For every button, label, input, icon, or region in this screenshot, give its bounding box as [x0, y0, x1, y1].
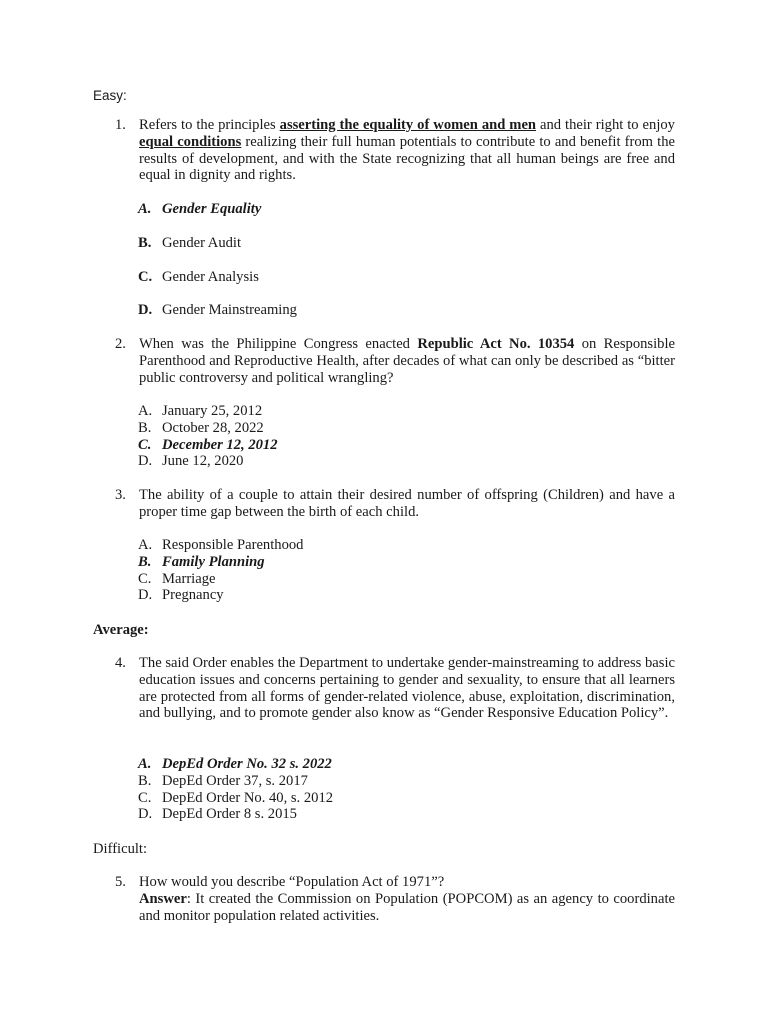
emphasis-text: equal conditions [139, 133, 242, 150]
question-text: The said Order enables the Department to undertake gender-mainstreaming to address basic education issues and concerns pertaining to gender and sexuality, to ensure that all learners are protected from all forms of gender-related violence, abuse, exploitation, discrimination, and bullying, and to promote gender also know as “Gender Responsive Education Policy”. [139, 655, 675, 722]
q1-option-b: B. Gender Audit [138, 235, 242, 251]
option-a: A. Responsible Parenthood [138, 537, 304, 553]
option-d: D. Pregnancy [138, 587, 224, 604]
question-number: 4. [115, 655, 126, 671]
section-heading-difficult: Difficult: [93, 841, 148, 857]
q1-option-d: D. Gender Mainstreaming [138, 302, 297, 318]
option-b: B. DepEd Order 37, s. 2017 [138, 772, 308, 789]
q1-option-a: A. Gender Equality [138, 201, 262, 217]
emphasis-text: Republic Act No. 10354 [417, 336, 575, 352]
option-b: B. October 28, 2022 [138, 419, 264, 436]
answer-label: Answer [139, 890, 187, 907]
option-d: D. DepEd Order 8 s. 2015 [138, 806, 297, 823]
question-5 [115, 874, 675, 924]
answer-text: Answer: It created the Commission on Population (POPCOM) as an agency to coordinate and monitor population related activities. [139, 890, 675, 924]
option-d: D. June 12, 2020 [138, 453, 244, 470]
q4-options [138, 756, 678, 823]
question-number: 2. [115, 336, 126, 352]
option-c: C. DepEd Order No. 40, s. 2012 [138, 789, 334, 806]
question-2 [115, 336, 675, 386]
question-number: 1. [115, 117, 126, 133]
question-3 [115, 487, 675, 521]
q2-options [138, 403, 678, 470]
emphasis-text: asserting the equality of women and men [279, 117, 537, 133]
question-number: 5. [115, 874, 126, 890]
question-text: How would you describe “Population Act of 1971”? Answer: It created the Commission on Population (POPCOM) as an agency to coordinate and monitor population related activities. [139, 874, 675, 924]
option-c: C. December 12, 2012 [138, 436, 278, 453]
option-c: C. Marriage [138, 570, 216, 587]
section-heading-average: Average: [93, 622, 149, 638]
question-text: When was the Philippine Congress enacted Republic Act No. 10354 on Responsible Parenthood and Reproductive Health, after decades of what can only be described as “bitter public controversy and political wrangling? [139, 336, 675, 386]
question-number: 3. [115, 487, 126, 503]
q3-options [138, 537, 678, 604]
option-b: B. Family Planning [138, 553, 265, 570]
q1-option-c: C. Gender Analysis [138, 269, 259, 285]
question-1 [115, 117, 675, 184]
question-text: Refers to the principles asserting the equality of women and men and their right to enjoy equal conditions realizing their full human potentials to contribute to and benefit from the results of development, and with the State recognizing that all human beings are free and equal in dignity and rights. [139, 117, 675, 184]
option-a: A. DepEd Order No. 32 s. 2022 [138, 756, 332, 772]
section-heading-easy: Easy: [93, 88, 127, 103]
question-4 [115, 655, 675, 722]
option-a: A. January 25, 2012 [138, 403, 263, 419]
question-text: The ability of a couple to attain their desired number of offspring (Children) and have a proper time gap between the birth of each child. [139, 487, 675, 520]
